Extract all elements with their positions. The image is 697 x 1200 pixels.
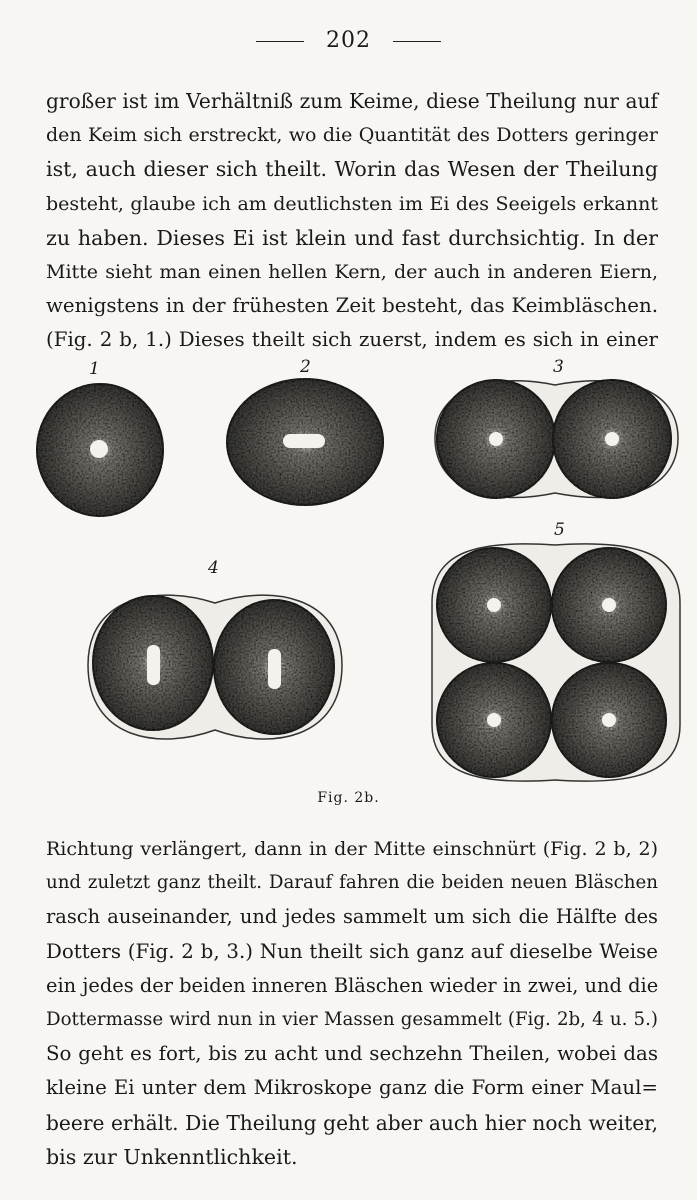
text-line: besteht, glaube ich am deutlichsten im Ei des Seeigels erkannt <box>46 192 658 215</box>
figure-egg-division <box>0 345 697 815</box>
figure-caption: Fig. 2b. <box>317 790 380 806</box>
text-line: So geht es fort, bis zu acht und sechzehn Theilen, wobei das <box>46 1042 658 1066</box>
egg-stage-4 <box>88 595 342 739</box>
egg-division-illustration <box>0 345 697 815</box>
page-number-rule-left <box>256 41 304 42</box>
egg-stage-3 <box>435 380 678 498</box>
text-line: beere erhält. Die Theilung geht aber auch hier noch weiter, <box>46 1110 658 1135</box>
figure-label-5: 5 <box>554 520 565 540</box>
egg-stage-5 <box>432 544 680 781</box>
text-line: Dotters (Fig. 2 b, 3.) Nun theilt sich ganz auf dieselbe Weise <box>46 939 658 963</box>
text-line: bis zur Unkenntlichkeit. <box>46 1144 298 1169</box>
text-line: und zuletzt ganz theilt. Darauf fahren die beiden neuen Bläschen <box>46 872 658 894</box>
paragraph-bottom <box>46 832 658 1174</box>
figure-label-4: 4 <box>208 558 219 578</box>
text-line: rasch auseinander, und jedes sammelt um sich die Hälfte des <box>46 905 658 929</box>
text-line: kleine Ei unter dem Mikroskope ganz die Form einer Maul= <box>46 1076 658 1100</box>
text-line: den Keim sich erstreckt, wo die Quantität des Dotters geringer <box>46 124 658 147</box>
text-line: (Fig. 2 b, 1.) Dieses theilt sich zuerst, indem es sich in einer <box>46 328 658 352</box>
egg-stage-1 <box>37 384 163 516</box>
figure-label-2: 2 <box>300 357 311 377</box>
figure-label-1: 1 <box>89 359 100 379</box>
text-line: Richtung verlängert, dann in der Mitte einschnürt (Fig. 2 b, 2) <box>46 838 658 860</box>
text-line: wenigstens in der frühesten Zeit besteht, das Keimbläschen. <box>46 294 658 318</box>
page-number-rule-right <box>393 41 441 42</box>
text-line: ein jedes der beiden inneren Bläschen wieder in zwei, und die <box>46 973 659 997</box>
page-number-text: 202 <box>326 28 371 53</box>
text-line: zu haben. Dieses Ei ist klein und fast durchsichtig. In der <box>46 225 658 250</box>
text-line: großer ist im Verhältniß zum Keime, diese Theilung nur auf <box>46 89 658 113</box>
text-line: Dottermasse wird nun in vier Massen gesammelt (Fig. 2b, 4 u. 5.) <box>46 1009 658 1031</box>
text-line: Mitte sieht man einen hellen Kern, der auch in anderen Eiern, <box>46 261 658 284</box>
page-number <box>0 28 697 53</box>
text-line: ist, auch dieser sich theilt. Worin das Wesen der Theilung <box>46 157 658 182</box>
figure-label-3: 3 <box>553 357 564 377</box>
paragraph-top <box>46 84 658 358</box>
egg-stage-2 <box>227 379 383 505</box>
